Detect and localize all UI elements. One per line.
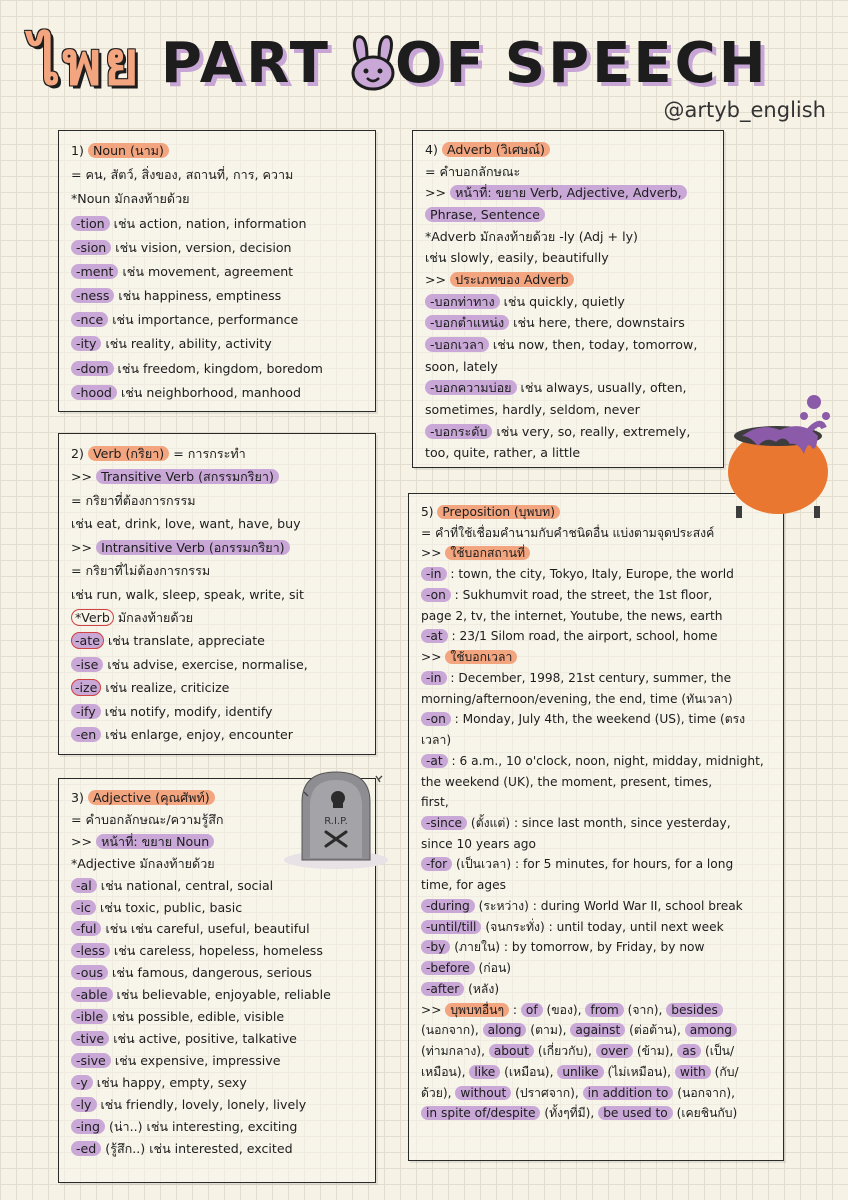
title-speech: SPEECH (504, 30, 769, 96)
time-preposition-continued: time, for ages (421, 878, 506, 893)
arrow-prefix: >> (71, 833, 97, 849)
other-preposition-row (421, 1041, 773, 1062)
preposition-meaning: (ข้าม), (632, 1044, 678, 1059)
suffix-examples: เช่น translate, appreciate (103, 633, 265, 649)
arrow-prefix: >> (71, 539, 97, 555)
other-preposition-row (421, 1062, 773, 1083)
suffix-tag: -less (71, 943, 110, 958)
suffix-tag: -sion (71, 240, 111, 255)
transitive-examples: เช่น eat, drink, love, want, have, buy (71, 516, 301, 532)
time-preposition-row (421, 709, 773, 730)
suffix-examples: เช่น notify, modify, identify (100, 703, 273, 719)
preposition-meaning: (นอกจาก), (421, 1023, 483, 1038)
preposition-tag: -since (421, 816, 467, 830)
preposition-usage: : 23/1 Silom road, the airport, school, home (447, 629, 718, 644)
bunny-face-icon (345, 33, 401, 93)
suffix-examples: เช่น expensive, impressive (110, 1052, 281, 1068)
preposition-meaning: (เป็น/ (701, 1044, 735, 1059)
suffix-examples: เช่น เช่น careful, useful, beautiful (101, 921, 310, 937)
preposition-usage: (เป็นเวลา) : for 5 minutes, for hours, for a long (452, 857, 734, 872)
arrow-prefix: >> (425, 185, 451, 201)
suffix-examples: เช่น believable, enjoyable, reliable (112, 987, 331, 1003)
noun-definition: = คน, สัตว์, สิ่งของ, สถานที่, การ, ความ (71, 167, 294, 183)
preposition-meaning: (เหมือน), (500, 1064, 558, 1079)
preposition-tag: -on (421, 588, 451, 602)
other-preposition-row (421, 1000, 773, 1021)
verb-title-meaning: = การกระทำ (169, 446, 246, 461)
preposition-meaning: (กับ/ (710, 1064, 739, 1079)
time-preposition-row (421, 751, 773, 772)
verb-suffix-list (71, 629, 365, 746)
adverb-section (412, 130, 724, 468)
suffix-examples: เช่น reality, ability, activity (101, 336, 272, 352)
arrow-prefix: >> (421, 650, 446, 665)
adjective-suffix-row (71, 1072, 365, 1094)
time-preposition-continued: since 10 years ago (421, 836, 536, 851)
preposition-usage: : town, the city, Tokyo, Italy, Europe, the world (446, 567, 734, 582)
adverb-type-examples: เช่น very, so, really, extremely, (492, 423, 691, 439)
suffix-tag: -ly (71, 1097, 97, 1112)
adjective-note: *Adjective มักลงท้ายด้วย (71, 855, 215, 871)
suffix-tag: -able (71, 987, 113, 1002)
adverb-type-continued: too, quite, rather, a little (425, 445, 581, 461)
adjective-suffix-row (71, 984, 365, 1006)
suffix-tag: -tion (71, 216, 110, 231)
preposition-word: unlike (557, 1065, 603, 1079)
verb-title: Verb (กริยา) (88, 446, 169, 461)
suffix-tag: -y (71, 1075, 93, 1090)
adjective-suffix-row (71, 1050, 365, 1072)
time-preposition-row (421, 958, 773, 979)
preposition-word: from (585, 1003, 623, 1017)
adverb-type-label: -บอกเวลา (425, 337, 489, 352)
title-part: PART (160, 30, 331, 96)
adjective-suffix-row (71, 875, 365, 897)
noun-suffix-list (71, 212, 365, 405)
noun-suffix-row (71, 357, 365, 381)
time-preposition-row (421, 813, 773, 834)
preposition-word: besides (666, 1003, 723, 1017)
place-preposition-row (421, 585, 773, 606)
verb-suffix-row (71, 676, 365, 699)
suffix-tag: -ate (71, 632, 104, 649)
preposition-meaning: : (509, 1002, 521, 1017)
preposition-tag: -during (421, 899, 475, 913)
adjective-suffix-row (71, 1094, 365, 1116)
preposition-tag: -in (421, 567, 447, 581)
preposition-meaning: (ต่อต้าน), (625, 1023, 685, 1038)
section-number: 1) (71, 143, 84, 158)
title-thai: ไพย (30, 28, 141, 99)
preposition-word: with (675, 1065, 711, 1079)
suffix-examples: เช่น happy, empty, sexy (92, 1074, 247, 1090)
preposition-tag: -at (421, 754, 448, 768)
adjective-suffix-row (71, 1116, 365, 1138)
preposition-word: without (455, 1086, 511, 1100)
other-preposition-row (421, 1020, 773, 1041)
time-heading: ใช้บอกเวลา (445, 650, 517, 664)
section-number: 4) (425, 142, 438, 157)
noun-suffix-row (71, 308, 365, 332)
suffix-tag: -ful (71, 921, 101, 936)
preposition-tag: -for (421, 857, 452, 871)
suffix-tag: -sive (71, 1053, 111, 1068)
title-english (161, 31, 769, 96)
preposition-tag: -after (421, 982, 464, 996)
adverb-type-label: -บอกระดับ (425, 424, 492, 439)
preposition-word: against (570, 1023, 625, 1037)
adverb-type-list (425, 291, 713, 464)
suffix-tag: -ment (71, 264, 118, 279)
preposition-word: in addition to (583, 1086, 674, 1100)
preposition-tag: -on (421, 712, 451, 726)
preposition-meaning: (ทั้งๆที่มี), (540, 1106, 599, 1121)
adverb-type-examples: เช่น now, then, today, tomorrow, (488, 336, 698, 352)
preposition-word: like (469, 1065, 500, 1079)
suffix-examples: เช่น advise, exercise, normalise, (103, 656, 308, 672)
suffix-tag: -dom (71, 361, 114, 376)
time-preposition-row (421, 937, 773, 958)
preposition-tag: -in (421, 671, 447, 685)
place-preposition-list (421, 564, 773, 647)
adverb-type-label: -บอกท่าทาง (425, 294, 500, 309)
verb-suffix-row (71, 723, 365, 746)
suffix-examples: เช่น toxic, public, basic (95, 899, 243, 915)
preposition-meaning: (ปราศจาก), (511, 1085, 583, 1100)
preposition-meaning: (เกี่ยวกับ), (533, 1044, 596, 1059)
time-preposition-row (421, 979, 773, 1000)
cauldron-icon (720, 392, 840, 522)
preposition-usage: : December, 1998, 21st century, summer, the (446, 670, 732, 685)
adverb-type-row (425, 334, 713, 356)
suffix-examples: เช่น action, nation, information (109, 215, 307, 231)
adverb-title: Adverb (วิเศษณ์) (442, 142, 550, 157)
preposition-meaning: (จาก), (623, 1002, 667, 1017)
arrow-prefix: >> (425, 271, 451, 287)
place-preposition-row (421, 626, 773, 647)
preposition-meaning: (เคยชินกับ) (672, 1106, 738, 1121)
suffix-examples: เช่น importance, performance (108, 312, 299, 328)
other-preposition-list (421, 1000, 773, 1124)
intransitive-examples: เช่น run, walk, sleep, speak, write, sit (71, 586, 304, 602)
preposition-usage: : 6 a.m., 10 o'clock, noon, night, midday, midnight, (447, 753, 764, 768)
suffix-examples: (น่า..) เช่น interesting, exciting (105, 1118, 298, 1134)
adjective-suffix-row (71, 1006, 365, 1028)
adverb-type-continued: sometimes, hardly, seldom, never (425, 401, 640, 417)
adjective-suffix-list (71, 875, 365, 1160)
preposition-tag: -before (421, 961, 475, 975)
time-preposition-list (421, 668, 773, 1000)
preposition-word: over (596, 1044, 633, 1058)
suffix-examples: เช่น national, central, social (96, 877, 274, 893)
place-preposition-row (421, 564, 773, 585)
suffix-examples: เช่น vision, version, decision (111, 239, 292, 255)
time-preposition-row (421, 854, 773, 875)
adverb-type-row (425, 377, 713, 399)
noun-section (58, 130, 376, 412)
verb-suffix-row (71, 653, 365, 676)
preposition-usage: : Monday, July 4th, the weekend (US), time (ตรง (450, 712, 746, 727)
verb-section (58, 433, 376, 755)
noun-suffix-row (71, 212, 365, 236)
arrow-prefix: >> (421, 1002, 446, 1017)
preposition-word: about (489, 1044, 534, 1058)
preposition-usage: (ก่อน) (474, 961, 512, 976)
adverb-note: *Adverb มักลงท้ายด้วย -ly (Adj + ly) (425, 228, 638, 244)
noun-title: Noun (นาม) (88, 143, 169, 158)
suffix-tag: -en (71, 727, 101, 742)
suffix-tag: -ed (71, 1141, 101, 1156)
suffix-examples: เช่น friendly, lovely, lonely, lively (96, 1096, 307, 1112)
suffix-examples: เช่น happiness, emptiness (114, 288, 282, 304)
preposition-word: as (677, 1044, 701, 1058)
adverb-type-label: -บอกตำแหน่ง (425, 315, 509, 330)
adjective-role: หน้าที่: ขยาย Noun (96, 834, 214, 849)
intransitive-heading: Intransitive Verb (อกรรมกริยา) (96, 540, 289, 555)
suffix-examples: (รู้สึก..) เช่น interested, excited (101, 1140, 293, 1156)
noun-suffix-row (71, 381, 365, 405)
other-prepositions-heading: บุพบทอื่นๆ (445, 1003, 509, 1017)
preposition-word: among (685, 1023, 737, 1037)
time-preposition-row (421, 668, 773, 689)
transitive-heading: Transitive Verb (สกรรมกริยา) (96, 469, 279, 484)
preposition-meaning: (ท่ามกลาง), (421, 1044, 489, 1059)
adjective-suffix-row (71, 1138, 365, 1160)
adverb-role-1: หน้าที่: ขยาย Verb, Adjective, Adverb, (450, 185, 687, 200)
arrow-prefix: >> (71, 469, 97, 485)
adverb-type-continued: soon, lately (425, 358, 498, 374)
transitive-definition: = กริยาที่ต้องการกรรม (71, 492, 196, 508)
adverb-type-examples: เช่น always, usually, often, (516, 380, 687, 396)
suffix-tag: -ity (71, 336, 101, 351)
suffix-tag: -ify (71, 704, 101, 719)
adverb-types-heading: ประเภทของ Adverb (450, 272, 574, 287)
suffix-examples: เช่น realize, criticize (101, 680, 230, 696)
noun-suffix-row (71, 236, 365, 260)
time-preposition-continued: first, (421, 795, 449, 810)
other-preposition-row (421, 1083, 773, 1104)
suffix-examples: เช่น movement, agreement (118, 263, 294, 279)
suffix-tag: -ic (71, 900, 96, 915)
preposition-usage: (จนกระทั่ง) : until today, until next week (481, 919, 724, 934)
adverb-type-examples: เช่น here, there, downstairs (509, 315, 685, 331)
preposition-meaning: ด้วย), (421, 1085, 456, 1100)
suffix-examples: เช่น famous, dangerous, serious (108, 965, 312, 981)
preposition-word: along (483, 1023, 527, 1037)
preposition-usage: (หลัง) (464, 981, 500, 996)
tombstone-text: R.I.P. (324, 816, 348, 827)
noun-suffix-row (71, 260, 365, 284)
suffix-tag: -ness (71, 288, 114, 303)
adjective-suffix-row (71, 1028, 365, 1050)
suffix-tag: -nce (71, 312, 108, 327)
suffix-examples: เช่น possible, edible, visible (108, 1009, 285, 1025)
preposition-word: of (521, 1003, 543, 1017)
preposition-title: Preposition (บุพบท) (437, 505, 560, 519)
preposition-usage: (ระหว่าง) : during World War II, school break (474, 898, 743, 913)
verb-note: มักลงท้ายด้วย (113, 609, 194, 625)
preposition-word: in spite of/despite (421, 1106, 540, 1120)
preposition-meaning: (ไม่เหมือน), (603, 1064, 675, 1079)
section-number: 5) (421, 505, 434, 519)
suffix-tag: -ise (71, 657, 103, 672)
suffix-examples: เช่น freedom, kingdom, boredom (113, 360, 323, 376)
time-preposition-row (421, 896, 773, 917)
suffix-examples: เช่น careless, hopeless, homeless (109, 943, 323, 959)
verb-note-circled: *Verb (71, 609, 114, 626)
preposition-meaning: เหมือน), (421, 1064, 470, 1079)
intransitive-definition: = กริยาที่ไม่ต้องการกรรม (71, 563, 211, 579)
preposition-section (408, 493, 784, 1161)
adverb-type-row (425, 312, 713, 334)
preposition-meaning: (ของ), (542, 1002, 586, 1017)
time-preposition-continued: the weekend (UK), the moment, present, times, (421, 774, 713, 789)
other-preposition-row (421, 1103, 773, 1124)
suffix-examples: เช่น neighborhood, manhood (116, 384, 302, 400)
suffix-examples: เช่น active, positive, talkative (109, 1030, 297, 1046)
adverb-type-row (425, 421, 713, 443)
suffix-tag: -ing (71, 1119, 105, 1134)
preposition-tag: -at (421, 629, 448, 643)
noun-suffix-row (71, 332, 365, 356)
preposition-usage: (ตั้งแต่) : since last month, since yesterday, (467, 816, 731, 831)
preposition-meaning: (ตาม), (526, 1023, 571, 1038)
verb-suffix-row (71, 629, 365, 652)
adverb-type-examples: เช่น quickly, quietly (499, 293, 625, 309)
adjective-definition: = คำบอกลักษณะ/ความรู้สึก (71, 811, 224, 827)
preposition-definition: = คำที่ใช้เชื่อมคำนามกับคำชนิดอื่น แบ่งตามจุดประสงค์ (421, 525, 715, 540)
arrow-prefix: >> (421, 546, 446, 561)
adverb-note-examples: เช่น slowly, easily, beautifully (425, 250, 609, 266)
title-of: OF (394, 30, 487, 96)
verb-suffix-row (71, 700, 365, 723)
suffix-examples: เช่น enlarge, enjoy, encounter (101, 727, 293, 743)
preposition-usage: : Sukhumvit road, the street, the 1st floor, (450, 587, 713, 602)
suffix-tag: -ize (71, 679, 101, 696)
noun-suffix-row (71, 284, 365, 308)
preposition-word: be used to (598, 1106, 673, 1120)
adjective-suffix-row (71, 918, 365, 940)
section-number: 3) (71, 790, 84, 805)
adjective-suffix-row (71, 897, 365, 919)
time-preposition-continued: morning/afternoon/evening, the end, time (ทันเวลา) (421, 691, 733, 706)
noun-note: *Noun มักลงท้ายด้วย (71, 191, 190, 207)
adverb-type-label: -บอกความบ่อย (425, 380, 517, 395)
preposition-usage: (ภายใน) : by tomorrow, by Friday, by now (450, 940, 705, 955)
preposition-meaning: (นอกจาก), (673, 1085, 736, 1100)
section-number: 2) (71, 446, 84, 461)
time-preposition-continued: เวลา) (421, 733, 452, 748)
suffix-tag: -ible (71, 1009, 108, 1024)
adverb-role-2: Phrase, Sentence (425, 207, 545, 222)
adjective-suffix-row (71, 940, 365, 962)
adjective-title: Adjective (คุณศัพท์) (88, 790, 215, 805)
suffix-tag: -hood (71, 385, 117, 400)
preposition-tag: -until/till (421, 920, 481, 934)
place-heading: ใช้บอกสถานที่ (445, 546, 530, 560)
place-preposition-continued: page 2, tv, the internet, Youtube, the news, earth (421, 608, 723, 623)
adverb-definition: = คำบอกลักษณะ (425, 163, 521, 179)
page-title (30, 18, 769, 108)
tombstone-icon (280, 762, 392, 872)
adjective-suffix-row (71, 962, 365, 984)
suffix-tag: -al (71, 878, 97, 893)
time-preposition-row (421, 917, 773, 938)
preposition-tag: -by (421, 940, 450, 954)
suffix-tag: -ous (71, 965, 108, 980)
suffix-tag: -tive (71, 1031, 109, 1046)
author-handle: @artyb_english (663, 98, 826, 122)
adverb-type-row (425, 291, 713, 313)
